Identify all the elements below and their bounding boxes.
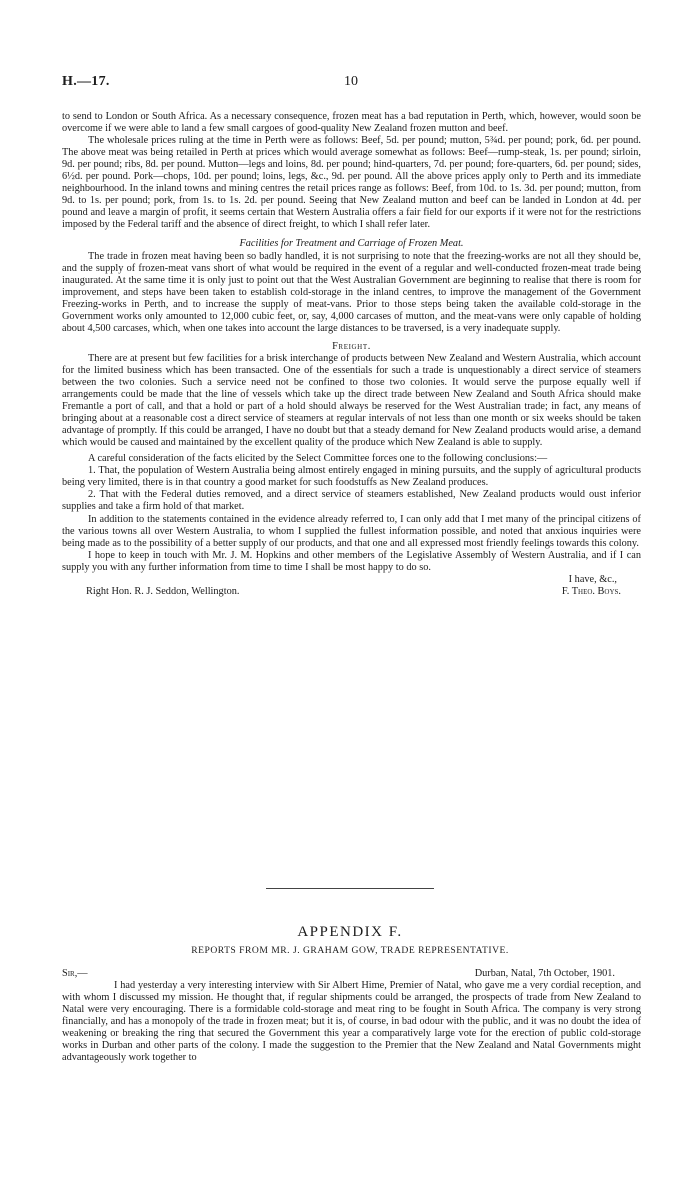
- section-heading-facilities: Facilities for Treatment and Carriage of Frozen Meat.: [239, 238, 464, 250]
- closing-salutation: I have, &c.,: [568, 573, 617, 585]
- signature-line: [62, 586, 641, 598]
- document-code: H.—17.: [62, 74, 110, 89]
- letter-body: [62, 111, 641, 598]
- appendix-title: APPENDIX F.: [297, 924, 403, 940]
- paragraph-keep-in-touch: I hope to keep in touch with Mr. J. M. Hopkins and other members of the Legislative Assembly of Western Australia, and if I can supply you with any further information from time to time I shall be most happy to do so.: [62, 549, 641, 573]
- paragraph-continuation: to send to London or South Africa. As a necessary consequence, frozen meat has a bad reputation in Perth, which, however, would soon be overcome if we were able to land a few small cargoes of good-quality New Zealand frozen mutton and beef.: [62, 111, 641, 135]
- appendix-body: [62, 968, 641, 1064]
- appendix-paragraph: I had yesterday a very interesting interview with Sir Albert Hime, Premier of Natal, who gave me a very cordial reception, and with whom I discussed my mission. He thought that, if regular shipments could be arranged, the prospects of trade from New Zealand to Natal were very encouraging. There is a formidable cold-storage and meat ring to be fought in South Africa. The company is very strong financially, and has a monopoly of the trade in frozen meat; but it is, of course, in bad odour with the public, and it was no doubt the idea of weakening or breaking the ring that secured the Government this year a comparatively large vote for the erection of public cold-storage works in Durban and other parts of the colony. I made the suggestion to the Premier that the New Zealand and Natal Governments might advantageously work together to: [62, 980, 641, 1064]
- paragraph-addition: In addition to the statements contained in the evidence already referred to, I can only add that I met many of the principal citizens of the various towns all over Western Australia, to whom I supplied the fullest information possible, and noted that anxious inquiries were being made as to the possibility of a better supply of our products, and that one and all expressed most friendly feelings towards this colony.: [62, 513, 641, 549]
- paragraph-conclusions-intro: A careful consideration of the facts elicited by the Select Committee forces one to the following conclusions:—: [88, 453, 548, 465]
- appendix-subtitle: REPORTS FROM MR. J. GRAHAM GOW, TRADE REPRESENTATIVE.: [191, 945, 509, 957]
- page-header: [62, 76, 640, 94]
- page-number: 10: [344, 74, 358, 89]
- paragraph-wholesale-prices: The wholesale prices ruling at the time in Perth were as follows: Beef, 5d. per pound; mutton, 5¾d. per pound; pork, 6d. per pound. The above meat was being retailed in Perth at prices which would average somewhat as follows: Beef—rump-steak, 1s. per pound; sirloin, 9d. per pound; ribs, 8d. per pound. Mutton—legs and loins, 8d. per pound; hind-quarters, 7d. per pound; fore-quarters, 6d. per pound; sides, 6½d. per pound. Pork—chops, 10d. per pound; loins, legs, &c., 9d. per pound. All the above prices apply only to Perth and its immediate neighbourhood. In the inland towns and mining centres the retail prices range as follows: Beef, from 10d. to 1s. 3d. per pound; mutton, from 9d. to 1s. per pound; pork, from 1s. to 1s. 2d. per pound. Seeing that New Zealand mutton and beef can be landed in London at 4d. per pound and leave a margin of profit, it seems certain that Western Australia offers a fair field for our exports if it were not for the restrictions imposed by the Federal tariff and the absence of direct freight, to which I shall refer later.: [62, 135, 641, 231]
- conclusion-item-1: 1. That, the population of Western Australia being almost entirely engaged in mining pursuits, and the supply of agricultural products being very limited, there is in that country a good market for such foodstuffs as New Zealand produces.: [62, 465, 641, 489]
- appendix-salutation: Sir,—: [62, 968, 88, 979]
- closing-line: [62, 574, 641, 586]
- appendix-header-line: [62, 968, 641, 980]
- conclusion-item-2: 2. That with the Federal duties removed, and a direct service of steamers established, New Zealand products would oust inferior supplies and take a firm hold of that market.: [62, 489, 641, 513]
- section-heading-freight: Freight.: [332, 340, 371, 352]
- letter-recipient: Right Hon. R. J. Seddon, Wellington.: [86, 585, 240, 597]
- section-divider: [266, 888, 434, 889]
- letter-signature: F. Theo. Boys.: [561, 585, 621, 597]
- paragraph-frozen-meat-trade: The trade in frozen meat having been so badly handled, it is not surprising to note that the freezing-works are not all they should be, and the supply of frozen-meat vans short of what would be required in the event of a regular and well-conducted frozen-meat trade being inaugurated. At the same time it is only just to point out that the West Australian Government are beginning to realise that there is room for improvement, and steps have been taken to establish cold-storage in the inland centres, to improve the management of the Government Freezing-works in Perth, and to increase the supply of meat-vans. Prior to those steps being taken the available cold-storage in the Government works only amounted to 12,000 cubic feet, or, say, 4,000 carcases of mutton, and the meat-vans were only capable of holding about 4,500 carcases, which, when one takes into account the large distances to be traversed, is a very inadequate supply.: [62, 250, 641, 334]
- appendix-section: [0, 924, 700, 1064]
- appendix-place-date: Durban, Natal, 7th October, 1901.: [474, 968, 615, 979]
- paragraph-freight: There are at present but few facilities for a brisk interchange of products between New Zealand and Western Australia, which account for the limited business which has been transacted. One of the essentials for such a trade is unquestionably a direct service of steamers between the two colonies. Such a service need not be confined to those two colonies. It would serve the purpose equally well if arrangements could be made that the line of vessels which take up the direct trade between New Zealand and South Africa should make Fremantle a port of call, and that a hold or part of a hold should always be reserved for the West Australian trade; in fact, any means of bringing about at a reasonable cost a direct service of steamers at regular intervals of not less than one month or six weeks should be taken advantage of promptly. If this could be arranged, I have no doubt but that a steady demand for New Zealand products would arise, a demand which would be caused and maintained by the excellent quality of the produce which New Zealand is able to supply.: [62, 352, 641, 449]
